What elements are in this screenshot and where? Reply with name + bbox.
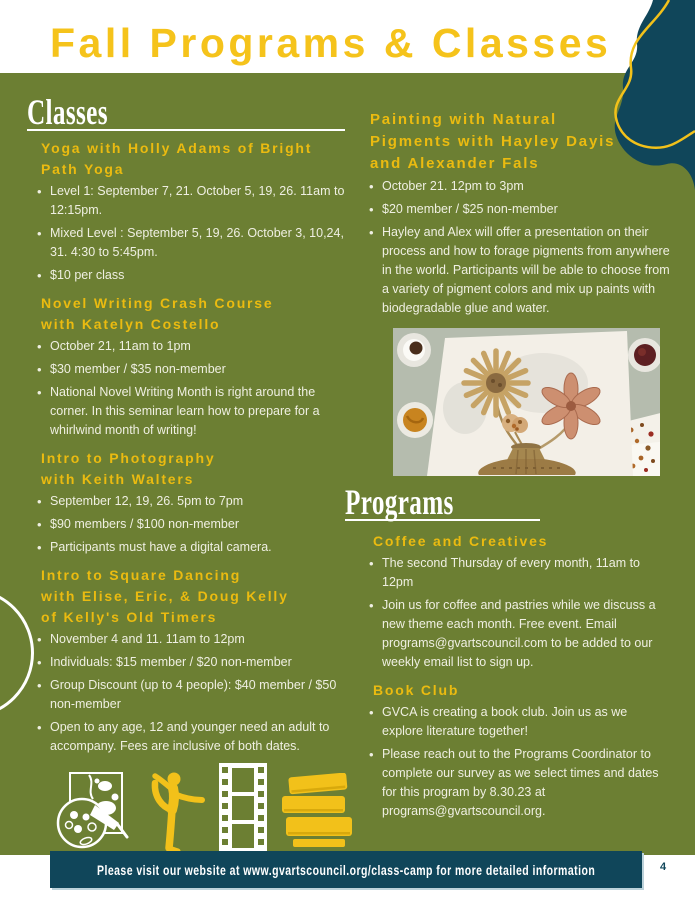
classes-heading: [27, 92, 345, 132]
bullet-item: • October 21. 12pm to 3pm: [382, 177, 670, 196]
class-section-yoga: [27, 138, 345, 285]
page-number: 4: [660, 861, 667, 873]
bullet-item: • Level 1: September 7, 21. October 5, 19, 26. 11am to 12:15pm.: [50, 182, 345, 220]
programs-heading-text: Programs: [345, 482, 454, 522]
programs-heading: [345, 482, 540, 522]
title-line: Painting with Natural: [370, 111, 557, 128]
filmstrip-icon: [219, 763, 267, 853]
bullet-item: • Participants must have a digital camera.: [50, 538, 345, 557]
bullet-item: • The second Thursday of every month, 11am to 12pm: [382, 554, 670, 592]
programs-column: [345, 109, 670, 829]
program-section-coffee-and-creatives: [345, 531, 670, 672]
title-line: of Kelly's Old Timers: [41, 609, 218, 625]
blob-decoration: [565, 0, 695, 210]
section-title: [41, 565, 345, 628]
pigment-painting-photo: [393, 328, 660, 476]
bullet-item: • October 21, 11am to 1pm: [50, 337, 345, 356]
bullet-item: • Open to any age, 12 and younger need an adult to accompany. Fees are inclusive of both dates.: [50, 718, 345, 756]
art-icons-row: [55, 763, 353, 853]
title-line: Coffee and Creatives: [373, 533, 549, 549]
bullet-item: • November 4 and 11. 11am to 12pm: [50, 630, 345, 649]
bullet-item: • $90 members / $100 non-member: [50, 515, 345, 534]
class-section-square-dancing: [27, 565, 345, 756]
section-title: [373, 531, 670, 552]
section-bullets: [359, 554, 670, 672]
bullet-item: • $20 member / $25 non-member: [382, 200, 670, 219]
class-section-novel-writing: [27, 293, 345, 440]
title-line: Yoga with Holly Adams of Bright: [41, 140, 313, 156]
title-line: Intro to Square Dancing: [41, 567, 242, 583]
bullet-item: • Group Discount (up to 4 people): $40 member / $50 non-member: [50, 676, 345, 714]
title-line: Intro to Photography: [41, 450, 216, 466]
title-line: Book Club: [373, 682, 460, 698]
section-title: [41, 448, 345, 490]
bullet-item: • Please reach out to the Programs Coordinator to complete our survey as we select times and dates for this program by 8.30.23 at programs@gvartscouncil.org.: [382, 745, 670, 821]
footer-text: Please visit our website at www.gvartscouncil.org/class-camp for more detailed information: [96, 861, 596, 878]
title-line: Path Yoga: [41, 161, 125, 177]
section-title: [41, 293, 345, 335]
footer-banner: [50, 851, 642, 888]
bullet-item: • $10 per class: [50, 266, 345, 285]
section-bullets: [27, 337, 345, 440]
palette-icon: [55, 767, 129, 853]
title-line: Pigments with Hayley Dayis: [370, 133, 616, 150]
section-bullets: [27, 630, 345, 756]
title-line: with Katelyn Costello: [41, 316, 221, 332]
title-line: and Alexander Fals: [370, 155, 540, 172]
dancer-icon: [143, 767, 205, 853]
bullet-item: • Join us for coffee and pastries while we discuss a new theme each month. Free event. Email programs@gvartscouncil.com to be added to our weekly email list to sign up.: [382, 596, 670, 672]
bullet-item: • GVCA is creating a book club. Join us as we explore literature together!: [382, 703, 670, 741]
classes-column: [27, 92, 345, 764]
section-bullets: [359, 703, 670, 821]
books-icon: [281, 773, 353, 853]
page-title: Fall Programs & Classes: [50, 20, 612, 66]
section-bullets: [27, 182, 345, 285]
class-section-photography: [27, 448, 345, 557]
bullet-item: • Mixed Level : September 5, 19, 26. October 3, 10,24, 31. 4:30 to 5:45pm.: [50, 224, 345, 262]
bullet-item: • Hayley and Alex will offer a presentation on their process and how to forage pigments from anywhere in the world. Participants will be able to choose from a variety of pigment colors and mix up paints with biodegradable glue and water.: [382, 223, 670, 318]
section-bullets: [27, 492, 345, 557]
classes-heading-text: Classes: [27, 92, 108, 132]
section-title: [41, 138, 345, 180]
program-section-book-club: [345, 680, 670, 821]
bullet-item: • National Novel Writing Month is right around the corner. In this seminar learn how to prepare for a whirlwind month of writing!: [50, 383, 345, 440]
bullet-item: • Individuals: $15 member / $20 non-member: [50, 653, 345, 672]
bullet-item: • September 12, 19, 26. 5pm to 7pm: [50, 492, 345, 511]
title-line: with Elise, Eric, & Doug Kelly: [41, 588, 289, 604]
title-line: with Keith Walters: [41, 471, 195, 487]
title-line: Novel Writing Crash Course: [41, 295, 274, 311]
bullet-item: • $30 member / $35 non-member: [50, 360, 345, 379]
section-title: [373, 680, 670, 701]
